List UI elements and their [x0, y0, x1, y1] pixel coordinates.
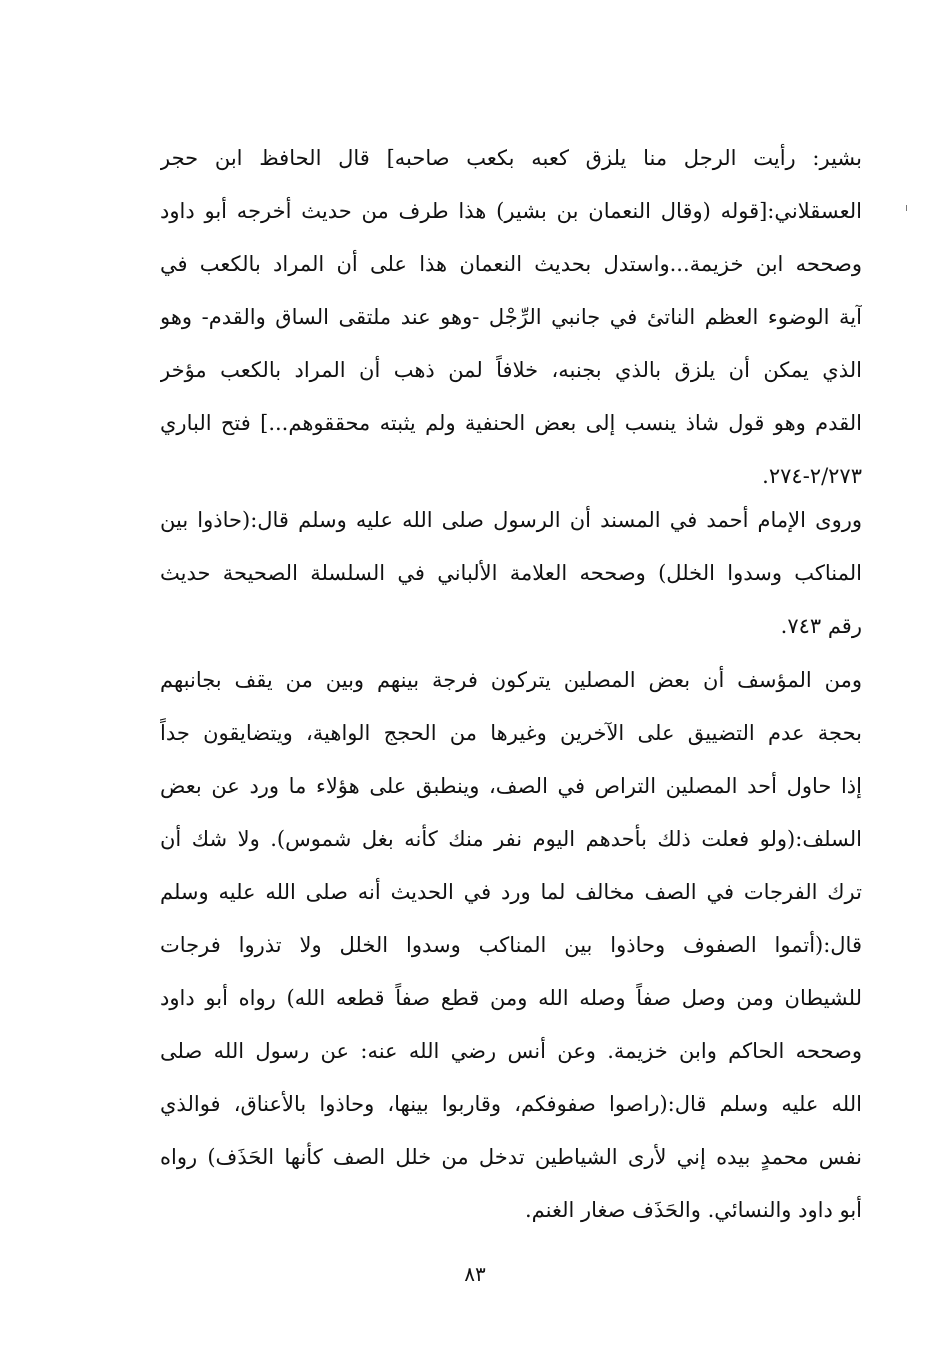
text-line: وصححه الحاكم وابن خزيمة. وعن أنس رضي الله عنه: عن رسول الله صلى — [160, 1039, 862, 1063]
text-line: السلف:(ولو فعلت ذلك بأحدهم اليوم نفر منك كأنه بغل شموس). ولا شك أن — [160, 827, 862, 851]
text-line: العسقلاني:[قوله (وقال النعمان بن بشير) هذا طرف من حديث أخرجه أبو داود — [160, 199, 862, 223]
text-line: بحجة عدم التضييق على الآخرين وغيرها من الحجج الواهية، ويتضايقون جداً — [160, 721, 862, 745]
text-line: المناكب وسدوا الخلل) وصححه العلامة الألباني في السلسلة الصحيحة حديث — [160, 561, 862, 585]
text-line: الذي يمكن أن يلزق بالذي بجنبه، خلافاً لمن ذهب أن المراد بالكعب مؤخر — [160, 358, 862, 382]
text-line: قال:(أتموا الصفوف وحاذوا بين المناكب وسدوا الخلل ولا تذروا فرجات — [160, 933, 862, 957]
text-line: الله عليه وسلم قال:(راصوا صفوفكم، وقاربوا بينها، وحاذوا بالأعناق، فوالذي — [160, 1092, 862, 1116]
text-line: أبو داود والنسائي. والحَذَف صغار الغنم. — [524, 1198, 862, 1222]
text-line: وروى الإمام أحمد في المسند أن الرسول صلى الله عليه وسلم قال:(حاذوا بين — [160, 508, 862, 532]
paragraph-ahmad-narration — [160, 494, 862, 653]
text-line: ترك الفرجات في الصف مخالف لما ورد في الحديث أنه صلى الله عليه وسلم — [160, 880, 862, 904]
text-line: إذا حاول أحد المصلين التراص في الصف، وينطبق على هؤلاء ما ورد عن بعض — [160, 774, 862, 798]
text-line: ومن المؤسف أن بعض المصلين يتركون فرجة بينهم وبين من يقف بجانبهم — [160, 668, 862, 692]
text-line: وصححه ابن خزيمة...واستدل بحديث النعمان هذا على أن المراد بالكعب في — [160, 252, 862, 276]
text-line: ٢/٢٧٣-٢٧٤. — [762, 464, 862, 488]
text-line: للشيطان ومن وصل صفاً وصله الله ومن قطع صفاً قطعه الله) رواه أبو داود — [160, 986, 862, 1010]
paragraph-gaps-in-rows — [160, 654, 862, 1237]
text-line: بشير: رأيت الرجل منا يلزق كعبه بكعب صاحبه] قال الحافظ ابن حجر — [160, 146, 862, 170]
text-line: رقم ٧٤٣. — [780, 614, 862, 638]
text-line: نفس محمدٍ بيده إني لأرى الشياطين تدخل من خلل الصف كأنها الحَذَف) رواه — [160, 1145, 862, 1169]
text-line: القدم وهو قول شاذ ينسب إلى بعض الحنفية ولم يثبته محققوهم...] فتح الباري — [160, 411, 862, 435]
page-number: ٨٣ — [464, 1262, 486, 1286]
margin-mark — [906, 205, 907, 211]
paragraph-ibn-hajar-quote — [160, 132, 862, 503]
text-line: آية الوضوء العظم الناتئ في جانبي الرِّجْل -وهو عند ملتقى الساق والقدم- وهو — [160, 305, 862, 329]
